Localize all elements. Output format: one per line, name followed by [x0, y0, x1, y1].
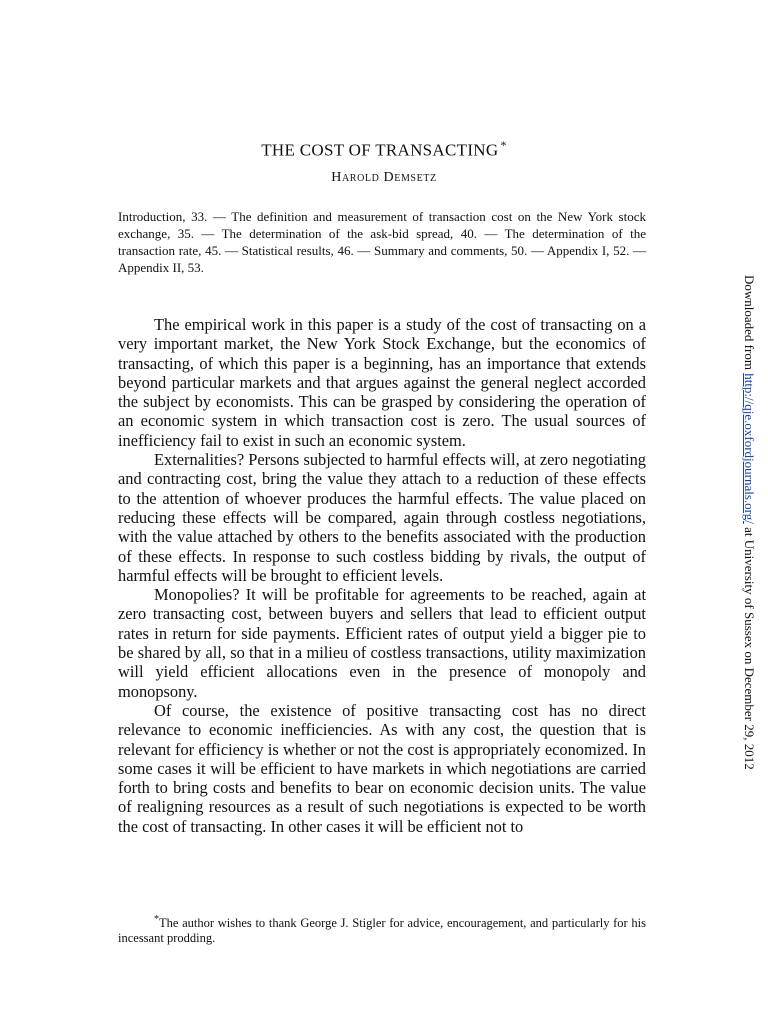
article-title: [0, 138, 768, 161]
body-paragraph: Monopolies? It will be profitable for agreements to be reached, again at zero transacting cost, between buyers and sellers that lead to efficient output rates in return for side payments. Efficient rates of output yield a bigger pie to be shared by all, so that in a milieu of costless transactions, utility maximization will yield efficient allocations even in the presence of monopoly and monopsony.: [118, 585, 646, 701]
body-paragraph: Of course, the existence of positive transacting cost has no direct relevance to economic inefficiencies. As with any cost, the question that is relevant for efficiency is whether or not the cost is appropriately economized. In some cases it will be efficient to have markets in which negotiations are carried forth to bring costs and benefits to bear on economic decision units. The value of realigning resources as a result of such negotiations is expected to be worth the cost of transacting. In other cases it will be efficient not to: [118, 700, 646, 836]
download-watermark: [743, 275, 761, 775]
article-author: Harold Demsetz: [331, 170, 437, 185]
footnote-text: The author wishes to thank George J. Stigler for advice, encouragement, and particularly for his incessant prodding.: [118, 916, 646, 946]
body-paragraph: Externalities? Persons subjected to harmful effects will, at zero negotiating and contracting cost, bring the value they attach to a reduction of these effects to the attention of whoever produces the harmful effects. The value placed on reducing these effects will be compared, again through costless negotiations, with the value attached by others to the benefits associated with the production of these effects. In response to such costless bidding by rivals, the output of harmful effects will be brought to efficient levels.: [118, 450, 646, 585]
watermark-prefix: Downloaded from: [742, 275, 757, 374]
article-body: [118, 315, 646, 836]
body-paragraph: The empirical work in this paper is a study of the cost of transacting on a very important market, the New York Stock Exchange, but the economics of transacting, of which this paper is a beginning, has an importance that extends beyond particular markets and that argues against the general neglect accorded the subject by economists. This can be grasped by considering the operation of an economic system in which transaction cost is zero. The usual sources of inefficiency fail to exist in such an economic system.: [118, 315, 646, 450]
footnote-marker: *: [154, 914, 159, 925]
footnote: [118, 912, 646, 946]
download-watermark-text: [741, 275, 757, 770]
journal-link[interactable]: http://qje.oxfordjournals.org/: [742, 373, 757, 524]
section-contents: Introduction, 33. — The definition and measurement of transaction cost on the New York stock exchange, 35. — The determination of the ask-bid spread, 40. — The determination of the transaction rate, 45. — Statistical results, 46. — Summary and comments, 50. — Appendix I, 52. — Appendix II, 53.: [118, 209, 646, 275]
title-footnote-marker[interactable]: *: [500, 138, 507, 152]
article-title-text: THE COST OF TRANSACTING: [261, 140, 499, 160]
watermark-suffix: at University of Sussex on December 29, 2012: [742, 523, 757, 770]
